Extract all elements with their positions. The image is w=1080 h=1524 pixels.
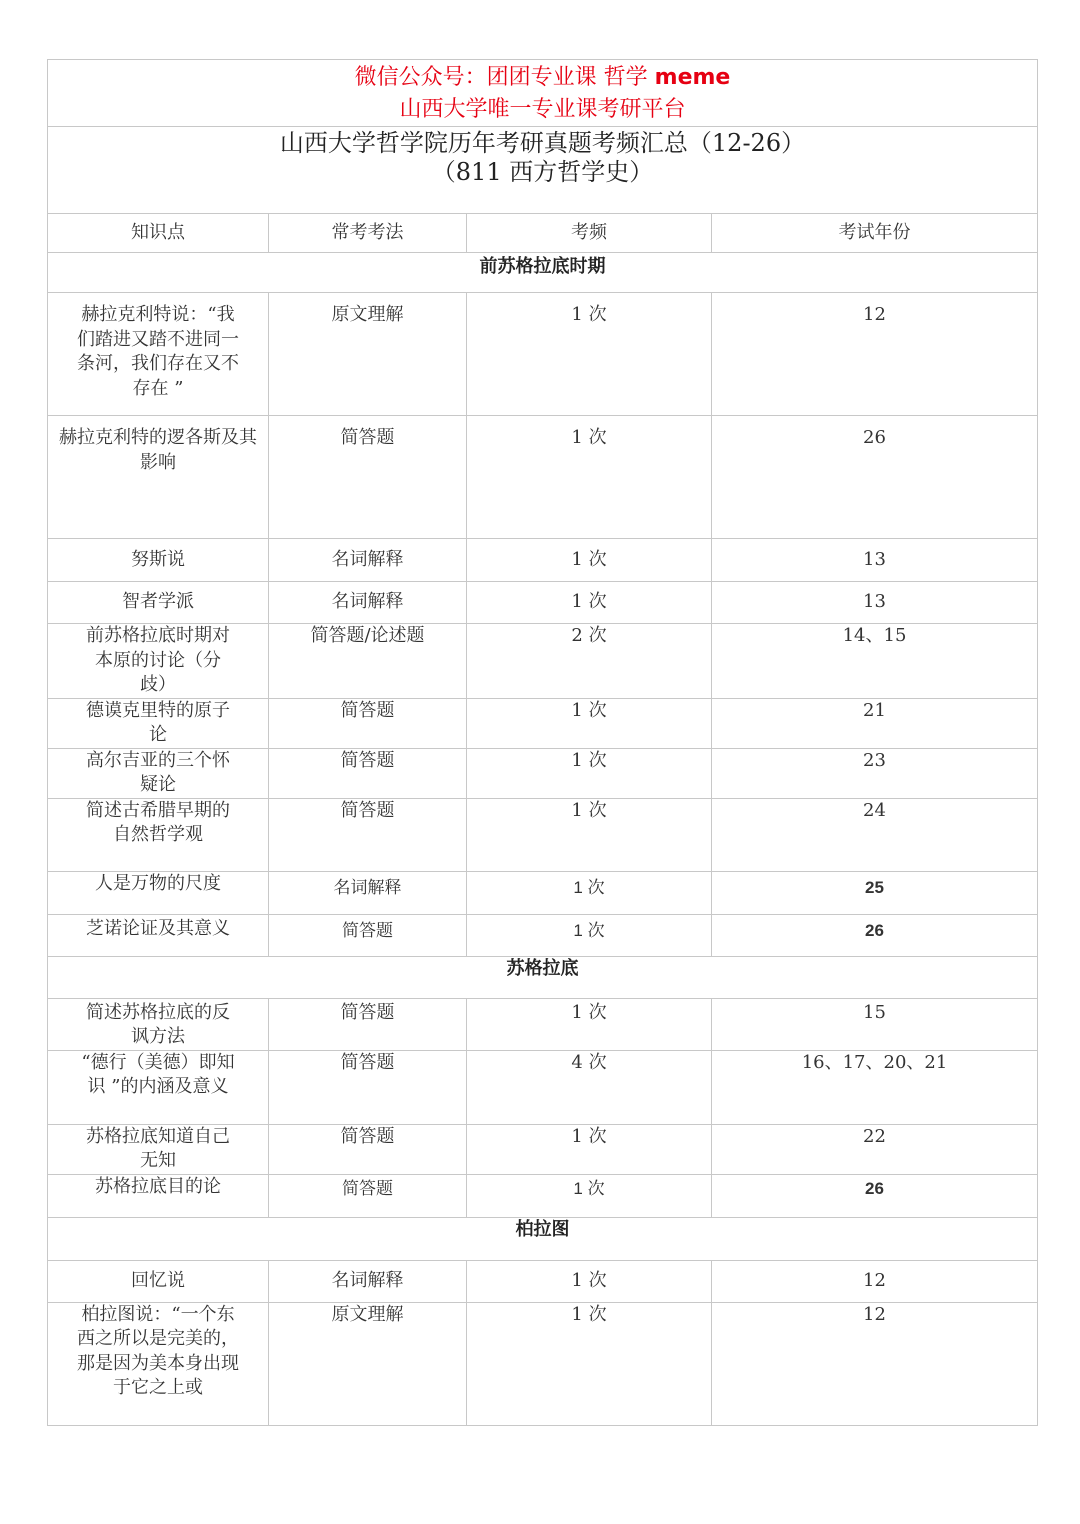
cell-topic: 苏格拉底目的论 (48, 1174, 269, 1217)
title-main: 山西大学哲学院历年考研真题考频汇总（12-26） (279, 129, 806, 157)
cell-frequency: 1 次 (467, 914, 712, 956)
table-row (48, 416, 1038, 539)
cell-method: 名词解释 (269, 582, 467, 624)
cell-method: 简答题 (269, 998, 467, 1050)
banner-line-2: 山西大学唯一专业课考研平台 (399, 97, 686, 122)
cell-method: 简答题 (269, 1174, 467, 1217)
cell-method: 原文理解 (269, 293, 467, 416)
cell-method: 简答题/论述题 (269, 624, 467, 699)
cell-years: 16、17、20、21 (712, 1050, 1038, 1124)
header-row (48, 214, 1038, 253)
cell-topic: 人是万物的尺度 (48, 871, 269, 914)
cell-method: 原文理解 (269, 1302, 467, 1425)
table-row (48, 914, 1038, 956)
cell-method: 简答题 (269, 698, 467, 748)
cell-method: 简答题 (269, 1124, 467, 1174)
cell-topic: 智者学派 (48, 582, 269, 624)
cell-method: 简答题 (269, 748, 467, 798)
cell-frequency: 1 次 (467, 1174, 712, 1217)
cell-topic: 苏格拉底知道自己无知 (48, 1124, 269, 1174)
cell-frequency: 1 次 (467, 1302, 712, 1425)
cell-topic: 高尔吉亚的三个怀疑论 (48, 748, 269, 798)
table-row (48, 1050, 1038, 1124)
table-row (48, 1260, 1038, 1302)
table-row (48, 698, 1038, 748)
cell-years: 22 (712, 1124, 1038, 1174)
cell-frequency: 1 次 (467, 293, 712, 416)
cell-years: 26 (712, 1174, 1038, 1217)
table-row (48, 582, 1038, 624)
table-title (48, 127, 1038, 214)
cell-topic: 简述苏格拉底的反讽方法 (48, 998, 269, 1050)
header-method: 常考考法 (269, 214, 467, 253)
cell-method: 名词解释 (269, 1260, 467, 1302)
table-row (48, 871, 1038, 914)
table-row (48, 539, 1038, 582)
cell-years: 15 (712, 998, 1038, 1050)
table-row (48, 624, 1038, 699)
cell-topic: 芝诺论证及其意义 (48, 914, 269, 956)
cell-frequency: 4 次 (467, 1050, 712, 1124)
section-title: 苏格拉底 (48, 956, 1038, 998)
cell-method: 简答题 (269, 798, 467, 871)
cell-frequency: 1 次 (467, 698, 712, 748)
cell-method: 简答题 (269, 416, 467, 539)
cell-topic: 简述古希腊早期的自然哲学观 (48, 798, 269, 871)
section-row (48, 253, 1038, 293)
cell-years: 12 (712, 1260, 1038, 1302)
cell-topic: 赫拉克利特的逻各斯及其影响 (48, 416, 269, 539)
section-title: 柏拉图 (48, 1217, 1038, 1260)
cell-years: 21 (712, 698, 1038, 748)
section-title: 前苏格拉底时期 (48, 253, 1038, 293)
banner-line-1: 微信公众号：团团专业课 哲学 meme (354, 65, 731, 90)
cell-frequency: 1 次 (467, 1260, 712, 1302)
cell-frequency: 1 次 (467, 998, 712, 1050)
cell-years: 13 (712, 582, 1038, 624)
cell-topic: “德行（美德）即知识 ”的内涵及意义 (48, 1050, 269, 1124)
cell-topic: 柏拉图说：“一个东西之所以是完美的，那是因为美本身出现于它之上或 (48, 1302, 269, 1425)
cell-frequency: 1 次 (467, 582, 712, 624)
table-row (48, 1124, 1038, 1174)
cell-topic: 回忆说 (48, 1260, 269, 1302)
cell-frequency: 1 次 (467, 539, 712, 582)
banner-brand: meme (654, 65, 731, 90)
cell-years: 24 (712, 798, 1038, 871)
cell-topic: 赫拉克利特说：“我们踏进又踏不进同一条河，我们存在又不存在 ” (48, 293, 269, 416)
cell-method: 简答题 (269, 914, 467, 956)
cell-frequency: 1 次 (467, 748, 712, 798)
exam-frequency-table (47, 59, 1038, 1426)
section-row (48, 956, 1038, 998)
cell-years: 12 (712, 293, 1038, 416)
cell-frequency: 1 次 (467, 798, 712, 871)
cell-frequency: 2 次 (467, 624, 712, 699)
promo-banner (48, 60, 1038, 127)
cell-method: 简答题 (269, 1050, 467, 1124)
table-row (48, 798, 1038, 871)
cell-years: 12 (712, 1302, 1038, 1425)
cell-frequency: 1 次 (467, 1124, 712, 1174)
cell-years: 13 (712, 539, 1038, 582)
header-frequency: 考频 (467, 214, 712, 253)
cell-years: 26 (712, 914, 1038, 956)
table-row (48, 1302, 1038, 1425)
cell-topic: 努斯说 (48, 539, 269, 582)
table-row (48, 1174, 1038, 1217)
cell-years: 26 (712, 416, 1038, 539)
section-row (48, 1217, 1038, 1260)
cell-frequency: 1 次 (467, 416, 712, 539)
header-years: 考试年份 (712, 214, 1038, 253)
cell-method: 名词解释 (269, 871, 467, 914)
cell-method: 名词解释 (269, 539, 467, 582)
document-sheet (47, 59, 1037, 1426)
cell-years: 25 (712, 871, 1038, 914)
cell-frequency: 1 次 (467, 871, 712, 914)
cell-years: 14、15 (712, 624, 1038, 699)
table-row (48, 293, 1038, 416)
table-row (48, 748, 1038, 798)
cell-topic: 前苏格拉底时期对本原的讨论（分歧） (48, 624, 269, 699)
table-row (48, 998, 1038, 1050)
cell-years: 23 (712, 748, 1038, 798)
title-sub: （811 西方哲学史） (431, 158, 654, 186)
header-topic: 知识点 (48, 214, 269, 253)
cell-topic: 德谟克里特的原子论 (48, 698, 269, 748)
